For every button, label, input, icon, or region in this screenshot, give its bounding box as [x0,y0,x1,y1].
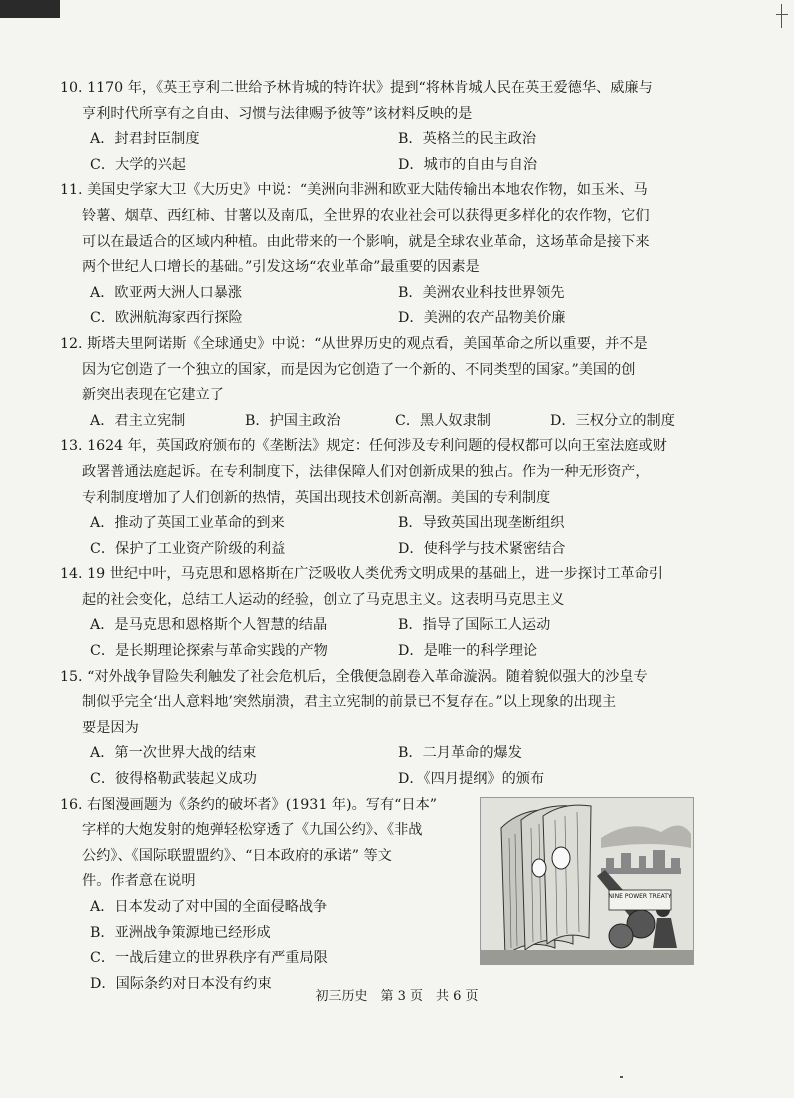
option-c: C．大学的兴起 [90,156,186,173]
question-stem-line: 12. 斯塔夫里阿诺斯《全球通史》中说：“从世界历史的观点看，美国革命之所以重要，并不是 [60,335,648,352]
option-a: A．日本发动了对中国的全面侵略战争 [90,899,328,915]
option-a: A．是马克思和恩格斯个人智慧的结晶 [90,617,328,634]
question-14 [60,562,740,664]
question-stem-line: 10. 1170 年，《英王亨利二世给予林肯城的特许状》提到“将林肯城人民在英王爱德华、威廉与 [60,80,653,96]
cartoon-illustration [481,798,693,964]
question-stem-line: 要是因为 [82,719,139,736]
cartoon-label: NINE POWER TREATY [608,892,672,900]
page-footer: 初三历史 第 3 页 共 6 页 [315,989,479,1004]
question-stem-line: 15. “对外战争冒险失利触发了社会危机后，全俄便急剧卷入革命漩涡。随着貌似强大的沙皇专 [60,668,648,685]
options [60,613,740,664]
option-d: D．国际条约对日本没有约束 [90,975,272,992]
option-a: A．第一次世界大战的结束 [90,745,257,762]
question-16 [60,793,740,1003]
option-d: D．《四月提纲》的颁布 [398,771,545,788]
options [60,409,740,435]
option-b: B．导致英国出现垄断组织 [398,515,565,532]
question-stem-line: 13. 1624 年，英国政府颁布的《垄断法》规定：任何涉及专利问题的侵权都可以向王室法庭或财 [60,438,667,455]
option-b: B．英格兰的民主政治 [398,131,537,148]
question-10 [60,76,740,178]
options [60,895,470,997]
option-a: A．欧亚两大洲人口暴涨 [90,284,243,301]
scan-corner-mark [0,0,60,18]
option-b: B．护国主政治 [245,412,341,429]
question-stem-line: 字样的大炮发射的炮弹轻松穿透了《九国公约》、《非战 [82,822,423,839]
question-stem-line: 件。作者意在说明 [82,873,196,890]
option-c: C．欧洲航海家西行探险 [90,310,243,327]
question-stem-line: 制似乎完全‘出人意料地’突然崩溃，君主立宪制的前景已不复存在。”以上现象的出现主 [82,694,617,711]
question-stem-line: 公约》、《国际联盟盟约》、“日本政府的承诺” 等文 [82,847,392,864]
question-stem-line: 起的社会变化，总结工人运动的经验，创立了马克思主义。这表明马克思主义 [82,591,565,608]
option-d: D．美洲的农产品物美价廉 [398,310,566,327]
question-16-text [60,793,470,998]
option-a: A．君主立宪制 [90,412,186,429]
question-stem-line: 可以在最适合的区域内种植。由此带来的一个影响，就是全球农业革命，这场革命是接下来 [82,233,650,250]
option-b: B．亚洲战争策源地已经形成 [90,924,271,941]
option-d: D．使科学与技术紧密结合 [398,540,566,557]
question-11 [60,178,740,332]
option-b: B．美洲农业科技世界领先 [398,284,565,301]
option-b: B．二月革命的爆发 [398,745,522,762]
question-12 [60,332,740,434]
option-c: C．是长期理论探索与革命实践的产物 [90,643,328,660]
question-stem-line: 11. 美国史学家大卫《大历史》中说：“美洲向非洲和欧亚大陆传输出本地农作物，如玉米、马 [60,182,648,199]
option-c: C．一战后建立的世界秩序有严重局限 [90,950,328,967]
option-d: D．三权分立的制度 [550,412,675,429]
option-d: D．城市的自由与自治 [398,156,538,173]
option-a: A．推动了英国工业革命的到来 [90,515,285,532]
option-b: B．指导了国际工人运动 [398,617,551,634]
question-stem-line: 16. 右图漫画题为《条约的破坏者》(1931 年)。写有“日本” [60,796,438,813]
question-15 [60,665,740,793]
question-stem-line: 亨利时代所享有之自由、习惯与法律赐予彼等”该材料反映的是 [82,105,473,122]
treaty-breaker-cartoon [480,797,694,965]
option-c: C．保护了工业资产阶级的利益 [90,540,286,557]
question-stem-line: 政署普通法庭起诉。在专利制度下，法律保障人们对创新成果的独占。作为一种无形资产， [82,463,650,480]
scan-speck [620,1076,623,1078]
option-c: C．黑人奴隶制 [395,412,491,429]
question-stem-line: 新突出表现在它建立了 [82,387,224,404]
options [60,741,740,792]
options [60,281,740,332]
question-content [60,76,740,1003]
options [60,127,740,178]
question-stem-line: 专利制度增加了人们创新的热情，英国出现技术创新高潮。美国的专利制度 [82,489,551,506]
option-d: D．是唯一的科学理论 [398,643,538,660]
options [60,511,740,562]
scan-edge-mark-horizontal [776,14,788,15]
question-13 [60,434,740,562]
option-a: A．封君封臣制度 [90,131,200,148]
option-c: C．彼得格勒武装起义成功 [90,771,257,788]
question-stem-line: 因为它创造了一个独立的国家，而是因为它创造了一个新的、不同类型的国家。”美国的创 [82,361,636,378]
question-stem-line: 14. 19 世纪中叶，马克思和恩格斯在广泛吸收人类优秀文明成果的基础上，进一步探讨工革命引 [60,566,663,583]
question-stem-line: 两个世纪人口增长的基础。”引发这场“农业革命”最重要的因素是 [82,259,480,276]
scan-edge-mark [781,4,782,28]
question-stem-line: 铃薯、烟草、西红柿、甘薯以及南瓜，全世界的农业社会可以获得更多样化的农作物，它们 [82,207,650,224]
